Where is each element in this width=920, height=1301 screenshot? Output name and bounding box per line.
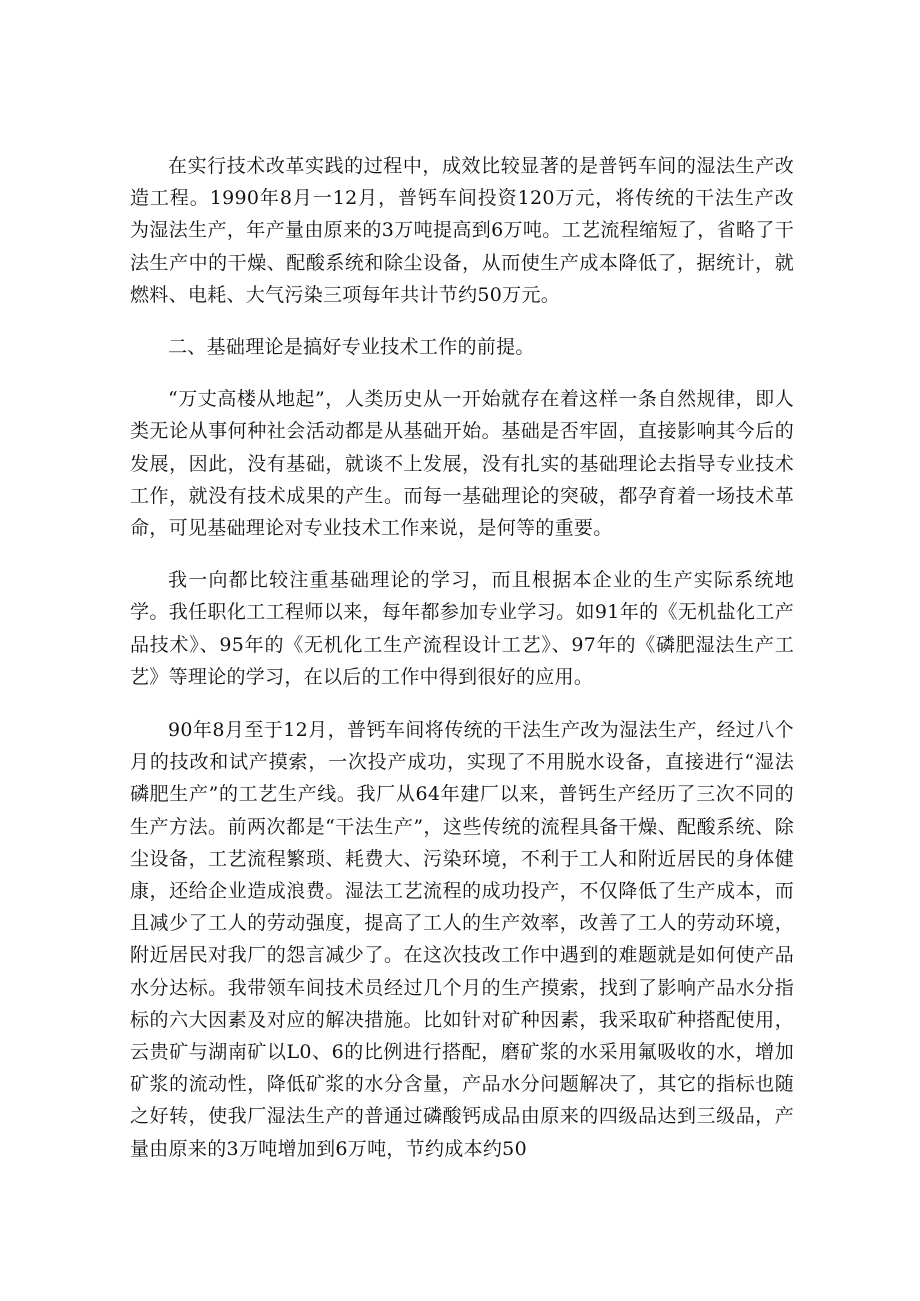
paragraph-wet-process-reform: 在实行技术改革实践的过程中，成效比较显著的是普钙车间的湿法生产改造工程。1990年8月一12月，普钙车间投资120万元，将传统的干法生产改为湿法生产，年产量由原来的3万吨提高到6万吨。工艺流程缩短了，省略了干法生产中的干燥、配酸系统和除尘设备，从而使生产成本降低了，据统计，就燃料、电耗、大气污染三项每年共计节约50万元。: [130, 155, 794, 306]
paragraph-foundation-importance: “万丈高楼从地起”，人类历史从一开始就存在着这样一条自然规律，即人类无论从事何种社会活动都是从基础开始。基础是否牢固，直接影响其今后的发展，因此，没有基础，就谈不上发展，没有扎实的基础理论去指导专业技术工作，就没有技术成果的产生。而每一基础理论的突破，都孕育着一场技术革命，可见基础理论对专业技术工作来说，是何等的重要。: [130, 388, 794, 540]
paragraph-theory-study: 我一向都比较注重基础理论的学习，而且根据本企业的生产实际系统地学。我任职化工工程师以来，每年都参加专业学习。如91年的《无机盐化工产品技术》、95年的《无机化工生产流程设计工艺》、97年的《磷肥湿法生产工艺》等理论的学习，在以后的工作中得到很好的应用。: [130, 569, 794, 688]
section-heading-basic-theory: 二、基础理论是搞好专业技术工作的前提。: [168, 336, 535, 359]
document-page: [130, 150, 794, 1165]
paragraph-wet-process-details: 90年8月至于12月，普钙车间将传统的干法生产改为湿法生产，经过八个月的技改和试产摸索，一次投产成功，实现了不用脱水设备，直接进行“湿法磷肥生产”的工艺生产线。我厂从64年建厂以来，普钙生产经历了三次不同的生产方法。前两次都是“干法生产”，这些传统的流程具备干燥、配酸系统、除尘设备，工艺流程繁琐、耗费大、污染环境，不利于工人和附近居民的身体健康，还给企业造成浪费。湿法工艺流程的成功投产，不仅降低了生产成本，而且减少了工人的劳动强度，提高了工人的生产效率，改善了工人的劳动环境，附近居民对我厂的怨言减少了。在这次技改工作中遇到的难题就是如何使产品水分达标。我带领车间技术员经过几个月的生产摸索，找到了影响产品水分指标的六大因素及对应的解决措施。比如针对矿种因素，我采取矿种搭配使用，云贵矿与湖南矿以L0、6的比例进行搭配，磨矿浆的水采用氟吸收的水，增加矿浆的流动性，降低矿浆的水分含量，产品水分问题解决了，其它的指标也随之好转，使我厂湿法生产的普通过磷酸钙成品由原来的四级品达到三级品，产量由原来的3万吨增加到6万吨，节约成本约50: [130, 719, 794, 1160]
